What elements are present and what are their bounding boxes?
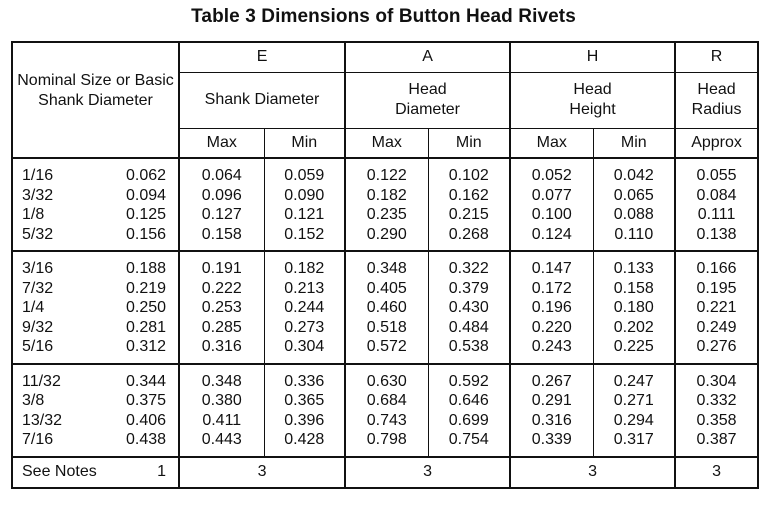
value-cell-h-max: 0.316 bbox=[510, 411, 593, 431]
table-body bbox=[12, 158, 758, 457]
sub-header-h-min: Min bbox=[593, 128, 675, 158]
notes-nominal: 1 bbox=[104, 457, 179, 488]
head-diameter-header: Head Diameter bbox=[345, 72, 510, 128]
value-cell-a-max: 0.405 bbox=[345, 279, 428, 299]
nominal-size-cell: 5/32 bbox=[12, 225, 104, 252]
table-row bbox=[12, 205, 758, 225]
table-row bbox=[12, 430, 758, 457]
value-cell-h-max: 0.077 bbox=[510, 186, 593, 206]
value-cell-a-max: 0.518 bbox=[345, 318, 428, 338]
value-cell-r-approx: 0.387 bbox=[675, 430, 758, 457]
basic-diameter-cell: 0.156 bbox=[104, 225, 179, 252]
basic-diameter-cell: 0.219 bbox=[125, 279, 167, 297]
value-cell-e-min: 0.304 bbox=[264, 337, 345, 364]
value-cell-h-max: 0.147 bbox=[510, 251, 593, 279]
value-cell-a-min: 0.646 bbox=[428, 391, 510, 411]
value-cell-h-min: 0.133 bbox=[593, 251, 675, 279]
table-row bbox=[12, 391, 758, 411]
value-cell-e-max: 0.348 bbox=[179, 364, 264, 392]
notes-row bbox=[12, 457, 758, 488]
table-row bbox=[12, 251, 758, 279]
basic-diameter-cell: 0.375 bbox=[125, 392, 167, 409]
value-cell-h-min: 0.110 bbox=[593, 225, 675, 252]
table-title: Table 3 Dimensions of Button Head Rivets bbox=[191, 6, 576, 27]
table-row bbox=[12, 411, 758, 431]
nominal-size-cell: 13/32 bbox=[12, 411, 104, 431]
value-cell-h-max: 0.220 bbox=[510, 318, 593, 338]
notes-h: 3 bbox=[510, 457, 675, 488]
shank-diameter-header: Shank Diameter bbox=[179, 72, 345, 128]
value-cell-a-max: 0.348 bbox=[345, 251, 428, 279]
value-cell-e-max: 0.443 bbox=[179, 430, 264, 457]
value-cell-r-approx: 0.084 bbox=[675, 186, 758, 206]
value-cell-e-min: 0.182 bbox=[264, 251, 345, 279]
value-cell-r-approx: 0.221 bbox=[675, 298, 758, 318]
value-cell-a-max: 0.460 bbox=[345, 298, 428, 318]
value-cell-e-max: 0.158 bbox=[179, 225, 264, 252]
sub-header-h-max: Max bbox=[510, 128, 593, 158]
value-cell-h-max: 0.172 bbox=[510, 279, 593, 299]
value-cell-h-max: 0.243 bbox=[510, 337, 593, 364]
value-cell-h-min: 0.271 bbox=[593, 391, 675, 411]
value-cell-e-max: 0.222 bbox=[179, 279, 264, 299]
value-cell-e-min: 0.365 bbox=[264, 391, 345, 411]
value-cell-e-min: 0.121 bbox=[264, 205, 345, 225]
value-cell-h-max: 0.196 bbox=[510, 298, 593, 318]
value-cell-a-max: 0.630 bbox=[345, 364, 428, 392]
value-cell-a-max: 0.182 bbox=[345, 186, 428, 206]
value-cell-r-approx: 0.276 bbox=[675, 337, 758, 364]
value-cell-a-max: 0.743 bbox=[345, 411, 428, 431]
sub-header-r-approx: Approx bbox=[675, 128, 758, 158]
value-cell-a-min: 0.754 bbox=[428, 430, 510, 457]
table-row bbox=[12, 279, 758, 299]
value-cell-e-max: 0.285 bbox=[179, 318, 264, 338]
value-cell-h-min: 0.202 bbox=[593, 318, 675, 338]
value-cell-h-min: 0.225 bbox=[593, 337, 675, 364]
value-cell-h-max: 0.052 bbox=[510, 158, 593, 186]
value-cell-r-approx: 0.055 bbox=[675, 158, 758, 186]
value-cell-e-min: 0.244 bbox=[264, 298, 345, 318]
value-cell-r-approx: 0.332 bbox=[675, 391, 758, 411]
value-cell-r-approx: 0.138 bbox=[675, 225, 758, 252]
value-cell-a-min: 0.268 bbox=[428, 225, 510, 252]
value-cell-r-approx: 0.304 bbox=[675, 364, 758, 392]
col-letter-r: R bbox=[675, 42, 758, 72]
basic-diameter-cell: 0.438 bbox=[104, 430, 179, 457]
nominal-size-cell: 1/8 bbox=[12, 205, 104, 225]
sub-header-e-min: Min bbox=[264, 128, 345, 158]
basic-diameter-cell: 0.125 bbox=[125, 206, 167, 223]
nominal-size-header: Nominal Size or Basic Shank Diameter bbox=[17, 71, 174, 109]
value-cell-e-max: 0.316 bbox=[179, 337, 264, 364]
value-cell-e-max: 0.411 bbox=[179, 411, 264, 431]
value-cell-a-min: 0.322 bbox=[428, 251, 510, 279]
table-row bbox=[12, 225, 758, 252]
value-cell-r-approx: 0.166 bbox=[675, 251, 758, 279]
value-cell-h-max: 0.339 bbox=[510, 430, 593, 457]
sub-header-e-max: Max bbox=[179, 128, 264, 158]
notes-e: 3 bbox=[179, 457, 345, 488]
value-cell-a-max: 0.798 bbox=[345, 430, 428, 457]
value-cell-h-min: 0.294 bbox=[593, 411, 675, 431]
value-cell-a-min: 0.484 bbox=[428, 318, 510, 338]
basic-diameter-cell: 0.250 bbox=[125, 299, 167, 316]
value-cell-e-max: 0.191 bbox=[179, 251, 264, 279]
sub-header-a-min: Min bbox=[428, 128, 510, 158]
value-cell-e-min: 0.396 bbox=[264, 411, 345, 431]
table-row bbox=[12, 186, 758, 206]
value-cell-r-approx: 0.358 bbox=[675, 411, 758, 431]
value-cell-e-max: 0.127 bbox=[179, 205, 264, 225]
value-cell-h-min: 0.247 bbox=[593, 364, 675, 392]
basic-diameter-cell: 0.344 bbox=[125, 372, 167, 390]
value-cell-e-max: 0.096 bbox=[179, 186, 264, 206]
value-cell-h-min: 0.158 bbox=[593, 279, 675, 299]
value-cell-a-min: 0.215 bbox=[428, 205, 510, 225]
head-radius-header: Head Radius bbox=[675, 72, 758, 128]
sub-header-a-max: Max bbox=[345, 128, 428, 158]
value-cell-h-min: 0.088 bbox=[593, 205, 675, 225]
notes-a: 3 bbox=[345, 457, 510, 488]
value-cell-a-max: 0.572 bbox=[345, 337, 428, 364]
value-cell-h-max: 0.100 bbox=[510, 205, 593, 225]
value-cell-r-approx: 0.195 bbox=[675, 279, 758, 299]
table-row bbox=[12, 318, 758, 338]
value-cell-e-min: 0.336 bbox=[264, 364, 345, 392]
value-cell-a-max: 0.684 bbox=[345, 391, 428, 411]
table-row bbox=[12, 337, 758, 364]
value-cell-e-min: 0.152 bbox=[264, 225, 345, 252]
basic-diameter-cell: 0.062 bbox=[125, 167, 167, 184]
value-cell-h-min: 0.180 bbox=[593, 298, 675, 318]
value-cell-e-max: 0.380 bbox=[179, 391, 264, 411]
notes-r: 3 bbox=[675, 457, 758, 488]
basic-diameter-cell: 0.406 bbox=[125, 411, 167, 429]
value-cell-e-max: 0.253 bbox=[179, 298, 264, 318]
nominal-size-cell: 3/8 bbox=[12, 391, 104, 411]
value-cell-a-max: 0.290 bbox=[345, 225, 428, 252]
table-row bbox=[12, 158, 758, 186]
basic-diameter-cell: 0.188 bbox=[125, 260, 167, 277]
value-cell-a-max: 0.235 bbox=[345, 205, 428, 225]
nominal-size-cell: 11/32 bbox=[12, 364, 104, 392]
nominal-size-cell: 7/32 bbox=[12, 279, 104, 299]
rivet-dimensions-table bbox=[11, 41, 759, 489]
table-row bbox=[12, 298, 758, 318]
value-cell-a-min: 0.430 bbox=[428, 298, 510, 318]
value-cell-a-min: 0.699 bbox=[428, 411, 510, 431]
value-cell-e-min: 0.090 bbox=[264, 186, 345, 206]
value-cell-r-approx: 0.111 bbox=[675, 205, 758, 225]
value-cell-a-min: 0.538 bbox=[428, 337, 510, 364]
value-cell-e-max: 0.064 bbox=[179, 158, 264, 186]
value-cell-h-min: 0.317 bbox=[593, 430, 675, 457]
nominal-size-cell: 5/16 bbox=[12, 337, 104, 364]
value-cell-e-min: 0.213 bbox=[264, 279, 345, 299]
value-cell-h-max: 0.267 bbox=[510, 364, 593, 392]
value-cell-a-min: 0.162 bbox=[428, 186, 510, 206]
nominal-sub-header-blank bbox=[12, 128, 179, 158]
value-cell-e-min: 0.059 bbox=[264, 158, 345, 186]
value-cell-a-min: 0.102 bbox=[428, 158, 510, 186]
notes-label: See Notes bbox=[12, 457, 104, 488]
value-cell-e-min: 0.428 bbox=[264, 430, 345, 457]
table-row bbox=[12, 364, 758, 392]
col-letter-a: A bbox=[345, 42, 510, 72]
head-height-header: Head Height bbox=[510, 72, 675, 128]
value-cell-h-max: 0.291 bbox=[510, 391, 593, 411]
value-cell-a-min: 0.592 bbox=[428, 364, 510, 392]
value-cell-r-approx: 0.249 bbox=[675, 318, 758, 338]
nominal-size-cell: 3/16 bbox=[12, 251, 104, 279]
value-cell-h-min: 0.065 bbox=[593, 186, 675, 206]
basic-diameter-cell: 0.312 bbox=[104, 337, 179, 364]
nominal-size-cell: 9/32 bbox=[12, 318, 104, 338]
basic-diameter-cell: 0.094 bbox=[125, 186, 167, 204]
value-cell-a-min: 0.379 bbox=[428, 279, 510, 299]
col-letter-h: H bbox=[510, 42, 675, 72]
col-letter-e: E bbox=[179, 42, 345, 72]
value-cell-a-max: 0.122 bbox=[345, 158, 428, 186]
value-cell-h-max: 0.124 bbox=[510, 225, 593, 252]
nominal-size-cell: 1/16 bbox=[12, 158, 104, 186]
nominal-size-cell: 1/4 bbox=[12, 298, 104, 318]
nominal-size-cell: 7/16 bbox=[12, 430, 104, 457]
value-cell-e-min: 0.273 bbox=[264, 318, 345, 338]
value-cell-h-min: 0.042 bbox=[593, 158, 675, 186]
basic-diameter-cell: 0.281 bbox=[125, 318, 167, 336]
nominal-size-cell: 3/32 bbox=[12, 186, 104, 206]
